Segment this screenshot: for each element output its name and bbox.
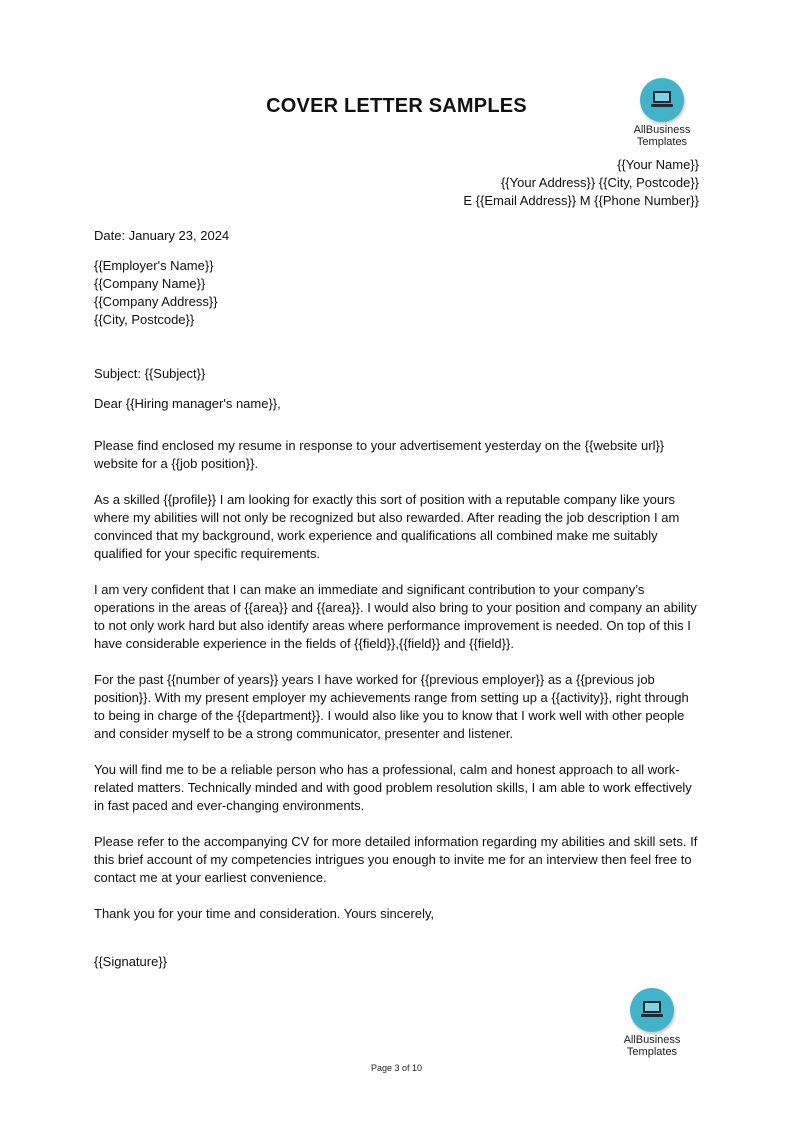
logo-circle bbox=[640, 78, 684, 122]
logo-circle bbox=[630, 988, 674, 1032]
sender-name: {{Your Name}} bbox=[617, 157, 699, 172]
page-number: Page 3 of 10 bbox=[370, 1063, 423, 1073]
paragraph: For the past {{number of years}} years I have worked for {{previous employer}} as a {{previous job position}}. With my present employer my achievements range from setting up a {{activity}}, right through to being in charge of the {{department}}. I would also like you to know that I work well with other people and consider myself to be a strong communicator, presenter and listener. bbox=[94, 672, 689, 741]
paragraph: Please refer to the accompanying CV for more detailed information regarding my abilities and skill sets. If this brief account of my competencies intrigues you enough to invite me for an interview then feel free to contact me at your earliest convenience. bbox=[94, 834, 698, 885]
signature-placeholder: {{Signature}} bbox=[94, 954, 168, 969]
letter-salutation: Dear {{Hiring manager's name}}, bbox=[94, 396, 281, 411]
logo-line1: AllBusiness bbox=[633, 124, 691, 136]
sender-block bbox=[463, 156, 699, 210]
recipient-company-address: {{Company Address}} bbox=[94, 294, 218, 309]
recipient-employer: {{Employer's Name}} bbox=[94, 258, 214, 273]
recipient-company: {{Company Name}} bbox=[94, 276, 206, 291]
paragraph: You will find me to be a reliable person who has a professional, calm and honest approach to all work-related matters. Technically minded and with good problem resolution skills, I am able to work effectively in fast paced and ever-changing environments. bbox=[94, 762, 692, 813]
recipient-block bbox=[94, 257, 699, 329]
sender-contact: E {{Email Address}} M {{Phone Number}} bbox=[463, 193, 699, 208]
logo-line2: Templates bbox=[626, 1046, 678, 1058]
paragraph: I am very confident that I can make an immediate and significant contribution to your company’s operations in the areas of {{area}} and {{area}}. I would also bring to your position and company an ability to not only work hard but also identify areas where performance improvement is needed. On top of this I have considerable experience in the fields of {{field}},{{field}} and {{field}}. bbox=[94, 582, 697, 651]
letter-subject: Subject: {{Subject}} bbox=[94, 366, 206, 381]
paragraph: As a skilled {{profile}} I am looking for exactly this sort of position with a reputable company like yours where my abilities will not only be recognized but also rewarded. After reading the job description I am convinced that my background, work experience and qualifications all combined make me suitably qualified for your specific requirements. bbox=[94, 492, 680, 561]
laptop-icon bbox=[640, 999, 664, 1021]
logo-line2: Templates bbox=[636, 136, 688, 148]
letter-date: Date: January 23, 2024 bbox=[94, 228, 230, 243]
logo-text bbox=[614, 1034, 690, 1058]
recipient-city: {{City, Postcode}} bbox=[94, 312, 195, 327]
logo-text bbox=[624, 124, 700, 148]
logo-line1: AllBusiness bbox=[623, 1034, 681, 1046]
paragraph: Please find enclosed my resume in response to your advertisement yesterday on the {{website url}} website for a {{job position}}. bbox=[94, 438, 665, 471]
company-logo bbox=[624, 78, 700, 148]
sender-address: {{Your Address}} {{City, Postcode}} bbox=[500, 175, 699, 190]
laptop-icon bbox=[650, 89, 674, 111]
letter-body bbox=[94, 227, 699, 971]
document-title: COVER LETTER SAMPLES bbox=[266, 95, 527, 117]
letter-closing: Thank you for your time and consideration. Yours sincerely, bbox=[94, 906, 435, 921]
company-logo-bottom bbox=[614, 988, 690, 1058]
